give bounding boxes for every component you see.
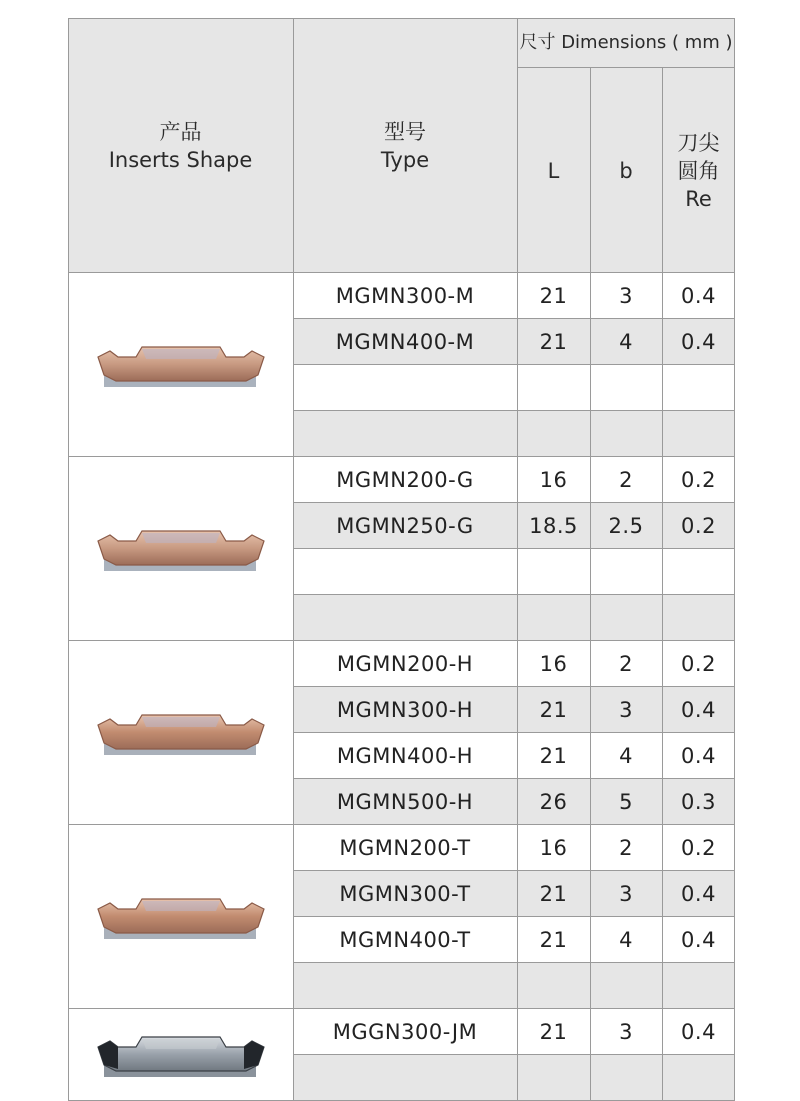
header-divider [68,18,735,19]
table-cell-type: MGMN300-T [293,871,517,917]
product-image-cell [68,1009,293,1101]
row-divider [293,916,735,917]
table-cell-re [662,963,735,1009]
header-divider [68,272,735,273]
column-divider [68,18,69,1100]
table-cell-type: MGMN200-G [293,457,517,503]
table-cell-re: 0.2 [662,503,735,549]
table-cell-l: 21 [517,871,590,917]
header-col-b-label: b [619,158,633,183]
product-image-cell [68,641,293,825]
table-cell-l [517,1055,590,1101]
table-cell-l: 21 [517,733,590,779]
table-cell-l: 21 [517,319,590,365]
table-cell-l: 21 [517,687,590,733]
header-dimensions-label: 尺寸 Dimensions ( mm ) [519,32,733,53]
column-divider [590,68,591,1100]
product-image-cell [68,825,293,1009]
table-cell-re: 0.4 [662,273,735,319]
row-divider [293,364,735,365]
coated-grooving-insert-icon [96,889,266,945]
table-cell-b: 4 [590,319,662,365]
group-divider [68,1008,735,1009]
table-cell-re: 0.4 [662,917,735,963]
table-cell-type: MGMN500-H [293,779,517,825]
table-cell-re: 0.4 [662,1009,735,1055]
table-cell-b: 3 [590,871,662,917]
table-cell-b: 3 [590,1009,662,1055]
table-cell-type [293,549,517,595]
table-cell-re [662,1055,735,1101]
header-col-re [662,68,735,273]
product-image-cell [68,457,293,641]
table-cell-b: 2 [590,641,662,687]
insert-spec-table [68,18,735,1100]
table-cell-b [590,963,662,1009]
coated-grooving-insert-icon [96,705,266,761]
table-cell-type: MGGN300-JM [293,1009,517,1055]
row-divider [293,1054,735,1055]
table-cell-type [293,963,517,1009]
table-cell-re: 0.3 [662,779,735,825]
table-cell-b [590,1055,662,1101]
header-product [68,18,293,273]
table-cell-type [293,595,517,641]
table-cell-re [662,549,735,595]
table-cell-b [590,365,662,411]
header-product-en: Inserts Shape [108,147,253,172]
table-cell-l: 21 [517,1009,590,1055]
table-cell-re: 0.4 [662,687,735,733]
column-divider [662,68,663,1100]
column-divider [517,18,518,1100]
header-col-b [590,68,662,273]
row-divider [293,410,735,411]
table-cell-type [293,1055,517,1101]
column-divider [734,18,735,1100]
table-cell-l: 16 [517,825,590,871]
table-cell-re: 0.4 [662,319,735,365]
table-cell-type: MGMN400-M [293,319,517,365]
table-cell-b: 4 [590,917,662,963]
table-cell-l [517,365,590,411]
column-divider [293,18,294,1100]
header-type-cn: 型号 [384,119,426,144]
uncoated-grooving-insert-icon [96,1027,266,1083]
header-col-re-en: Re [685,186,712,211]
product-image-cell [68,273,293,457]
table-cell-type: MGMN250-G [293,503,517,549]
table-cell-re [662,595,735,641]
header-product-cn: 产品 [159,119,202,144]
header-type [293,18,517,273]
table-cell-re: 0.4 [662,733,735,779]
table-cell-b [590,549,662,595]
header-type-en: Type [380,147,430,172]
header-dimensions [517,18,735,68]
coated-grooving-insert-icon [96,521,266,577]
table-cell-b: 5 [590,779,662,825]
table-cell-l: 21 [517,273,590,319]
header-col-l-label: L [547,158,560,183]
row-divider [293,318,735,319]
table-cell-b: 3 [590,273,662,319]
table-cell-re: 0.4 [662,871,735,917]
header-col-l [517,68,590,273]
header-divider [517,67,735,68]
group-divider [68,640,735,641]
table-cell-b [590,411,662,457]
table-cell-type: MGMN300-M [293,273,517,319]
table-cell-l: 16 [517,457,590,503]
table-cell-l: 26 [517,779,590,825]
row-divider [293,686,735,687]
header-col-re-cn2: 圆角 [677,158,720,183]
row-divider [293,778,735,779]
table-cell-type: MGMN300-H [293,687,517,733]
table-cell-re: 0.2 [662,457,735,503]
table-cell-l [517,963,590,1009]
table-cell-b: 3 [590,687,662,733]
row-divider [293,962,735,963]
table-cell-type [293,411,517,457]
table-cell-re [662,365,735,411]
row-divider [293,594,735,595]
row-divider [293,732,735,733]
group-divider [68,824,735,825]
table-cell-b [590,595,662,641]
row-divider [293,548,735,549]
table-cell-type [293,365,517,411]
table-cell-b: 2 [590,457,662,503]
table-cell-l: 18.5 [517,503,590,549]
table-cell-l [517,549,590,595]
table-cell-re: 0.2 [662,825,735,871]
group-divider [68,456,735,457]
table-cell-l [517,595,590,641]
table-cell-l: 16 [517,641,590,687]
table-cell-l: 21 [517,917,590,963]
table-cell-b: 2.5 [590,503,662,549]
row-divider [293,870,735,871]
row-divider [293,502,735,503]
table-cell-l [517,411,590,457]
table-cell-type: MGMN200-T [293,825,517,871]
table-cell-b: 2 [590,825,662,871]
table-cell-re [662,411,735,457]
table-cell-b: 4 [590,733,662,779]
table-cell-re: 0.2 [662,641,735,687]
table-cell-type: MGMN400-H [293,733,517,779]
coated-grooving-insert-icon [96,337,266,393]
header-col-re-cn1: 刀尖 [677,130,720,155]
table-cell-type: MGMN200-H [293,641,517,687]
table-cell-type: MGMN400-T [293,917,517,963]
